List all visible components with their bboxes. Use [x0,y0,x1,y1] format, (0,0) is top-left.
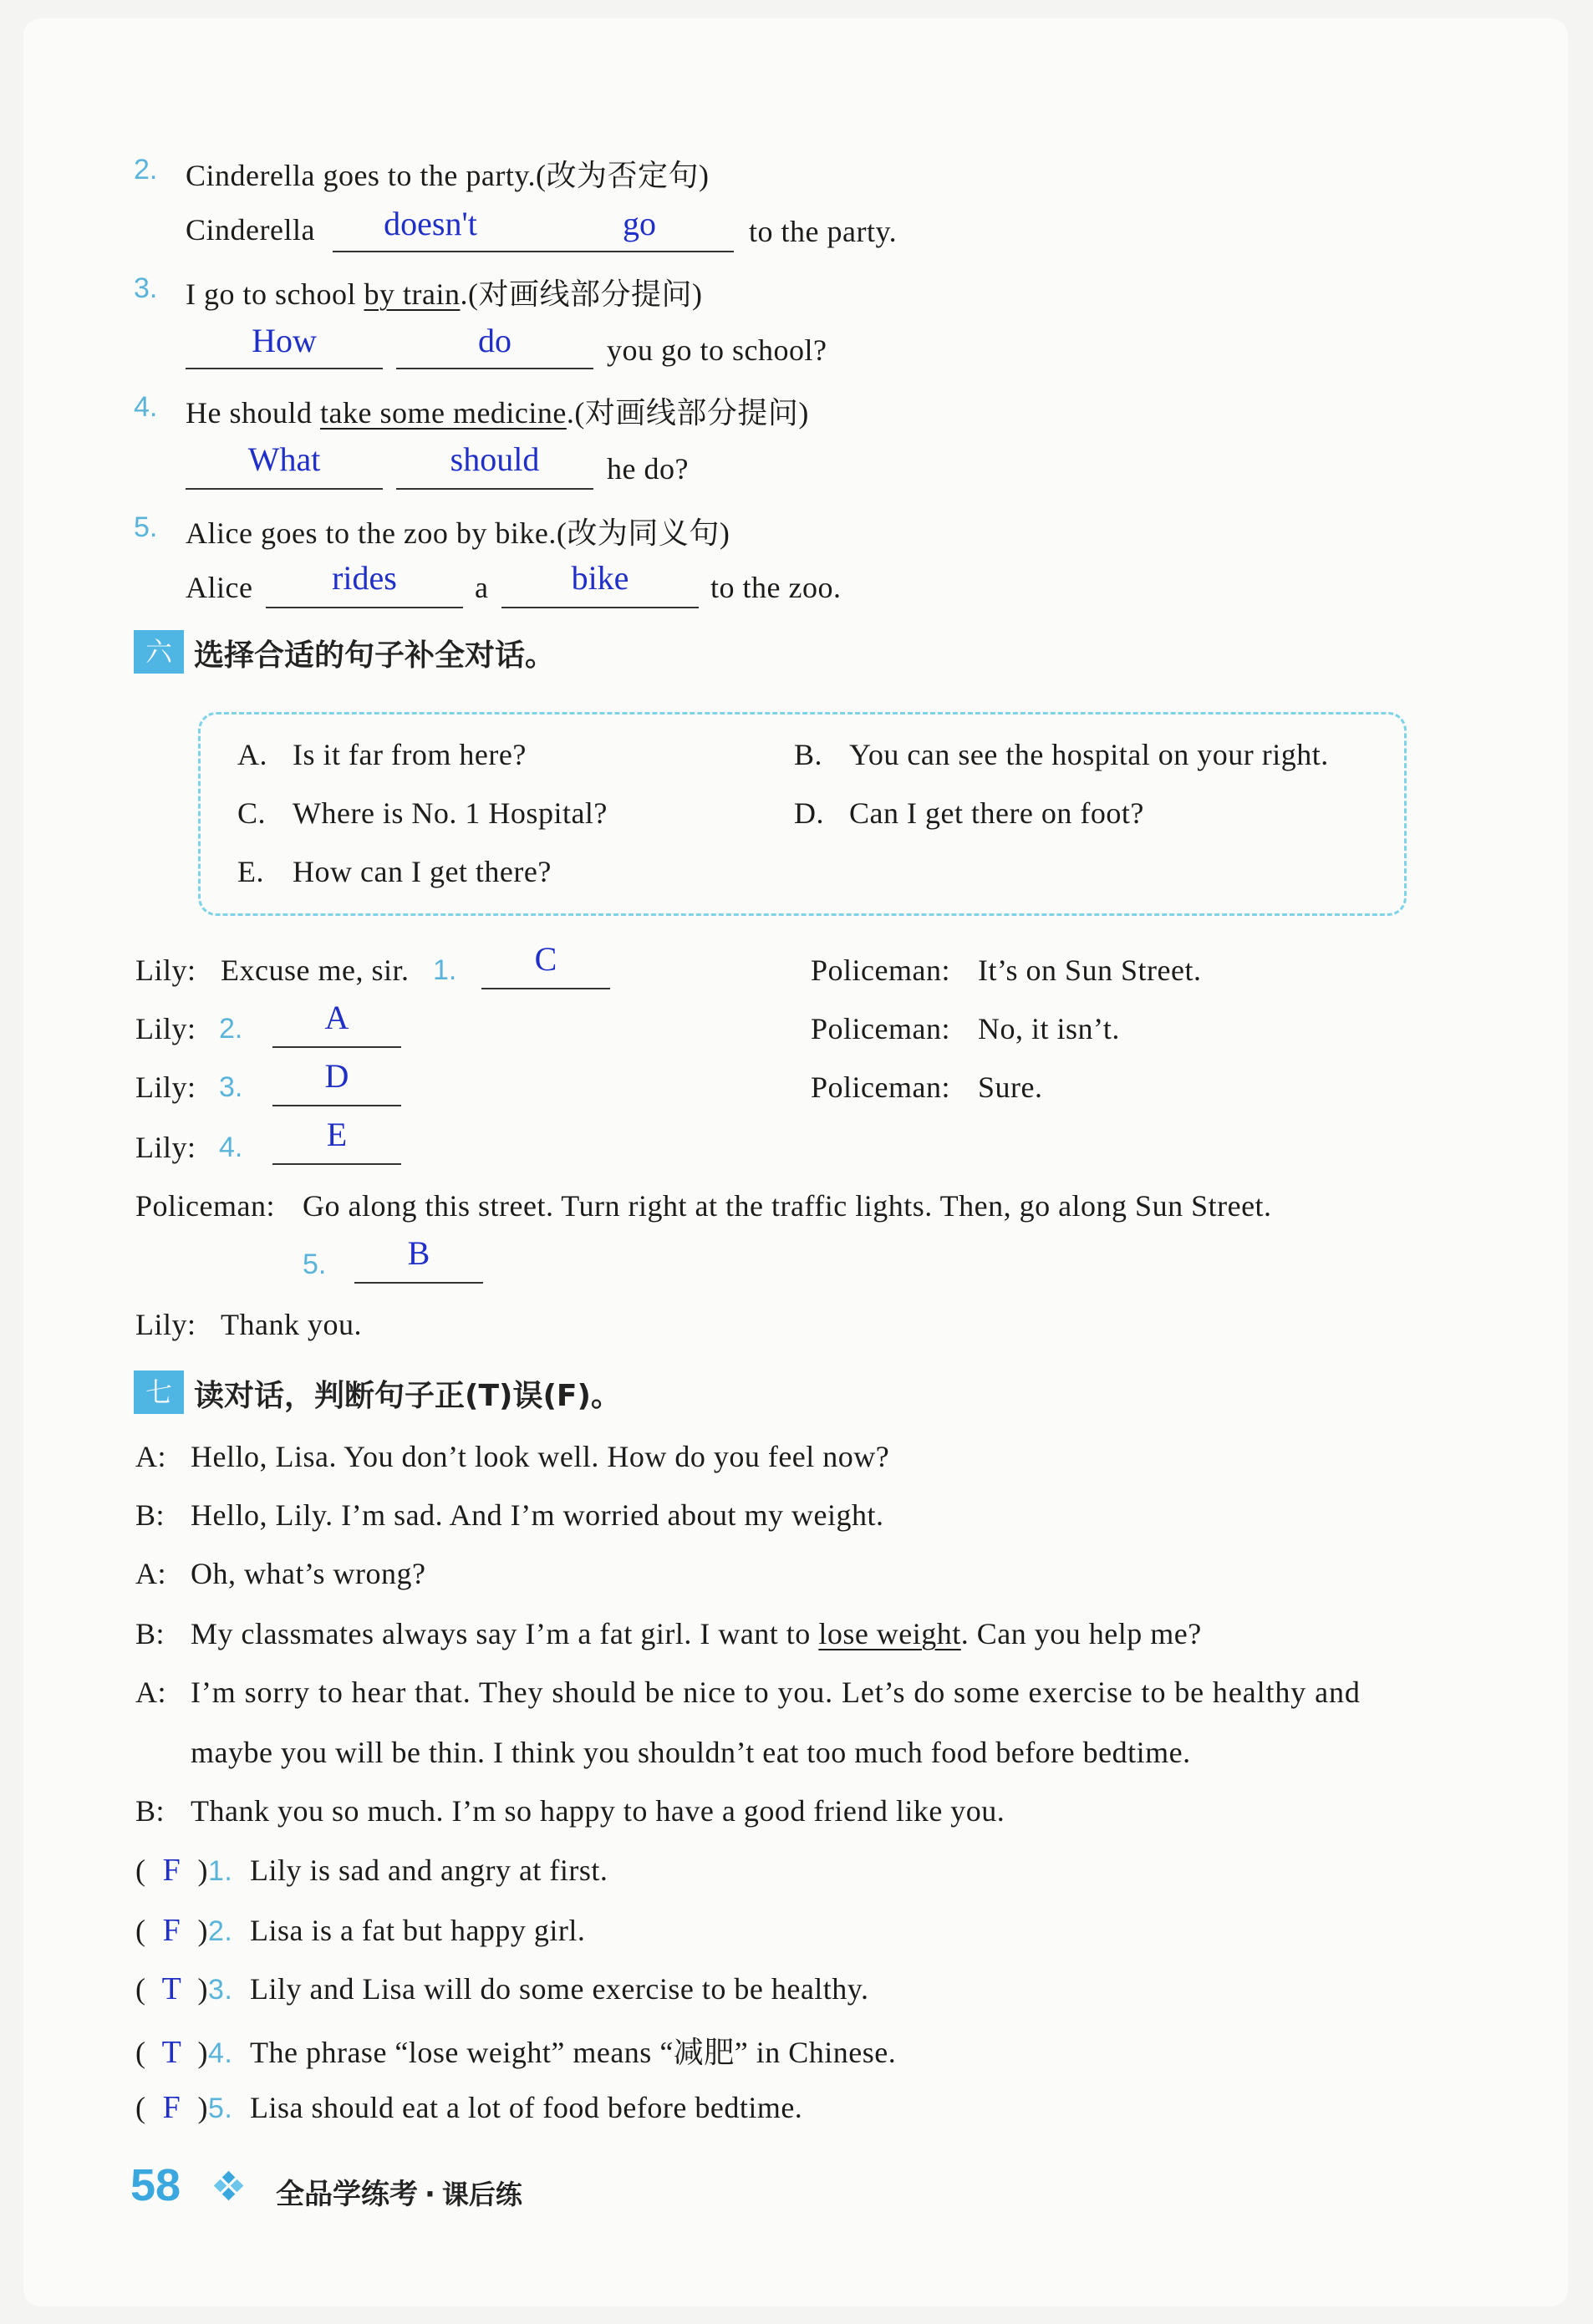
q5-instruction: (改为同义句) [556,516,730,550]
dialog-line-4-underlined: lose weight [818,1617,961,1650]
q3-answer-1: How [252,322,317,359]
option-a-text: Is it far from here? [293,738,527,771]
q5-sentence: Alice goes to the zoo by bike. [186,516,557,550]
q4-underlined: take some medicine [320,396,567,430]
footer-sub: 课后练 [441,2179,522,2210]
q3-tail: you go to school? [607,333,827,367]
dialog-answer-5: B [407,1234,430,1272]
q4-p1: He should [186,396,320,430]
q4-answer-2: should [450,440,540,478]
judge-text-4: The phrase “lose weight” means “减肥” in Chinese. [250,2036,897,2069]
footer-title [276,2171,522,2212]
q3-blank-1[interactable] [186,368,383,369]
page-number: 58 [130,2160,181,2210]
q2-answer-1: doesn't [384,205,477,242]
blank-num-1: 1. [433,954,457,986]
lily-line-5: Thank you. [221,1308,362,1341]
q3-prompt [186,271,702,313]
q4-prompt [186,389,809,432]
q4-tail: he do? [607,452,689,486]
option-c [237,796,608,831]
dialog-speaker-2: B: [135,1498,165,1532]
dialog-blank-4[interactable] [272,1163,401,1165]
q4-blank-1[interactable] [186,488,383,490]
q2-prompt [186,152,710,195]
paren-open: ( [135,1972,146,2006]
dialog-blank-2[interactable] [272,1046,401,1048]
option-c-letter: C. [237,796,267,830]
option-d [794,796,1144,831]
judge-item-4 [135,2029,896,2072]
dialog-blank-3[interactable] [272,1105,401,1106]
section-6-title: 选择合适的句子补全对话。 [194,638,556,673]
option-b [794,737,1329,772]
q3-underlined: by train [364,277,461,311]
paren-close: ) [197,1854,208,1887]
paren-open: ( [135,1914,146,1947]
dialog-line-4 [191,1616,1202,1651]
dialog-answer-3: D [324,1057,349,1095]
judge-item-3 [135,1971,868,2007]
section-7-badge: 七 [134,1370,184,1414]
q4-instruction: (对画线部分提问) [574,396,809,430]
judge-text-3: Lily and Lisa will do some exercise to be healthy. [250,1972,869,2006]
dialog-speaker-1: A: [135,1440,166,1473]
q2-tail: to the party. [749,215,898,248]
q4-p2: . [566,396,575,430]
judge-num-4: 4. [208,2037,233,2069]
q3-number: 3. [134,272,158,304]
judge-num-2: 2. [208,1915,233,1947]
paren-open: ( [135,1854,146,1887]
policeman-label-2: Policeman: [811,1012,950,1045]
section-6-badge: 六 [134,630,184,674]
blank-num-4: 4. [219,1131,243,1163]
paren-close: ) [197,1972,208,2006]
judge-item-5 [135,2089,802,2126]
dialog-speaker-6: B: [135,1794,165,1828]
q4-blank-2[interactable] [396,488,593,490]
paren-close: ) [197,2091,208,2124]
dialog-answer-1: C [534,940,557,978]
lily-label-2: Lily: [135,1012,196,1045]
judge-text-2: Lisa is a fat but happy girl. [250,1914,586,1947]
policeman-label-3: Policeman: [811,1070,950,1104]
footer-brand: 全品学练考 [276,2178,418,2211]
q3-blank-2[interactable] [396,368,593,369]
option-d-letter: D. [794,796,824,830]
dialog-blank-1[interactable] [481,988,610,989]
option-b-letter: B. [794,738,823,771]
judge-answer-2[interactable]: F [162,1913,181,1948]
dialog-line-2: Hello, Lily. I’m sad. And I’m worried about my weight. [191,1498,884,1532]
judge-answer-1[interactable]: F [162,1853,181,1888]
dialog-line-1: Hello, Lisa. You don’t look well. How do you feel now? [191,1440,890,1473]
blank-num-2: 2. [219,1013,243,1045]
judge-item-1 [135,1852,608,1889]
q5-prompt [186,510,730,552]
paren-open: ( [135,2091,146,2124]
policeman-line-4: Go along this street. Turn right at the traffic lights. Then, go along Sun Street. [303,1189,1272,1223]
dialog-speaker-4: B: [135,1617,165,1650]
judge-answer-4[interactable]: T [161,2035,182,2070]
judge-item-2 [135,1912,585,1949]
dialog-blank-5[interactable] [354,1282,483,1284]
q2-instruction: (改为否定句) [536,159,710,192]
option-c-text: Where is No. 1 Hospital? [293,796,608,830]
dialog-line-4-a: My classmates always say I’m a fat girl. I want to [191,1617,819,1650]
option-b-text: You can see the hospital on your right. [849,738,1329,771]
policeman-line-1: It’s on Sun Street. [978,954,1202,987]
q2-sentence: Cinderella goes to the party. [186,159,537,192]
q5-answer-1: rides [332,559,397,597]
blank-num-3: 3. [219,1071,243,1103]
dialog-speaker-5: A: [135,1676,166,1709]
paren-open: ( [135,2036,146,2069]
q4-number: 4. [134,391,158,423]
dialog-speaker-3: A: [135,1557,166,1590]
lily-line-1: Excuse me, sir. [221,954,410,987]
q3-p2: . [460,277,468,311]
q5-mid: a [475,571,489,604]
lily-label-4: Lily: [135,1131,196,1164]
policeman-label-4: Policeman: [135,1189,275,1223]
q5-blank-2[interactable] [501,607,699,608]
policeman-label-1: Policeman: [811,954,950,987]
q2-answer-2: go [623,205,656,242]
judge-num-5: 5. [208,2093,233,2124]
judge-text-1: Lily is sad and angry at first. [250,1854,608,1887]
diamond-icon [214,2171,244,2201]
dialog-line-6: Thank you so much. I’m so happy to have a good friend like you. [191,1794,1005,1828]
dialog-answer-4: E [326,1116,348,1153]
q4-answer-1: What [247,440,321,478]
blank-num-5: 5. [303,1248,327,1280]
option-e-letter: E. [237,855,264,888]
dialog-line-5-cont: maybe you will be thin. I think you shouldn’t eat too much food before bedtime. [191,1736,1191,1769]
q5-blank-1[interactable] [266,607,463,608]
judge-num-1: 1. [208,1855,233,1887]
dialog-line-4-b: . Can you help me? [960,1617,1202,1650]
lily-label-3: Lily: [135,1070,196,1104]
q2-lead: Cinderella [186,213,315,247]
judge-answer-5[interactable]: F [162,2090,181,2125]
q2-number: 2. [134,154,158,186]
q5-lead: Alice [186,571,253,604]
paren-close: ) [197,1914,208,1947]
q3-instruction: (对画线部分提问) [467,277,703,311]
dialog-line-5: I’m sorry to hear that. They should be nice to you. Let’s do some exercise to be healthy and [191,1676,1361,1709]
judge-text-5: Lisa should eat a lot of food before bedtime. [250,2091,803,2124]
policeman-line-3: Sure. [978,1070,1043,1104]
option-e [237,854,552,889]
q5-number: 5. [134,511,158,543]
dialog-answer-2: A [324,999,349,1036]
lily-label-1: Lily: [135,954,196,987]
option-a [237,737,527,772]
section-7-title: 读对话，判断句子正(T)误(F)。 [194,1379,621,1413]
footer-dot: · [425,2178,435,2211]
option-e-text: How can I get there? [293,855,552,888]
q2-blank-1[interactable] [333,251,734,252]
paren-close: ) [197,2036,208,2069]
policeman-line-2: No, it isn’t. [978,1012,1120,1045]
q3-p1: I go to school [186,277,364,311]
lily-label-5: Lily: [135,1308,196,1341]
q3-answer-2: do [478,322,511,359]
q5-answer-2: bike [571,559,629,597]
judge-num-3: 3. [208,1974,233,2006]
judge-answer-3[interactable]: T [161,1971,182,2006]
option-d-text: Can I get there on foot? [849,796,1144,830]
q5-tail: to the zoo. [710,571,842,604]
dialog-line-3: Oh, what’s wrong? [191,1557,426,1590]
option-a-letter: A. [237,738,267,771]
